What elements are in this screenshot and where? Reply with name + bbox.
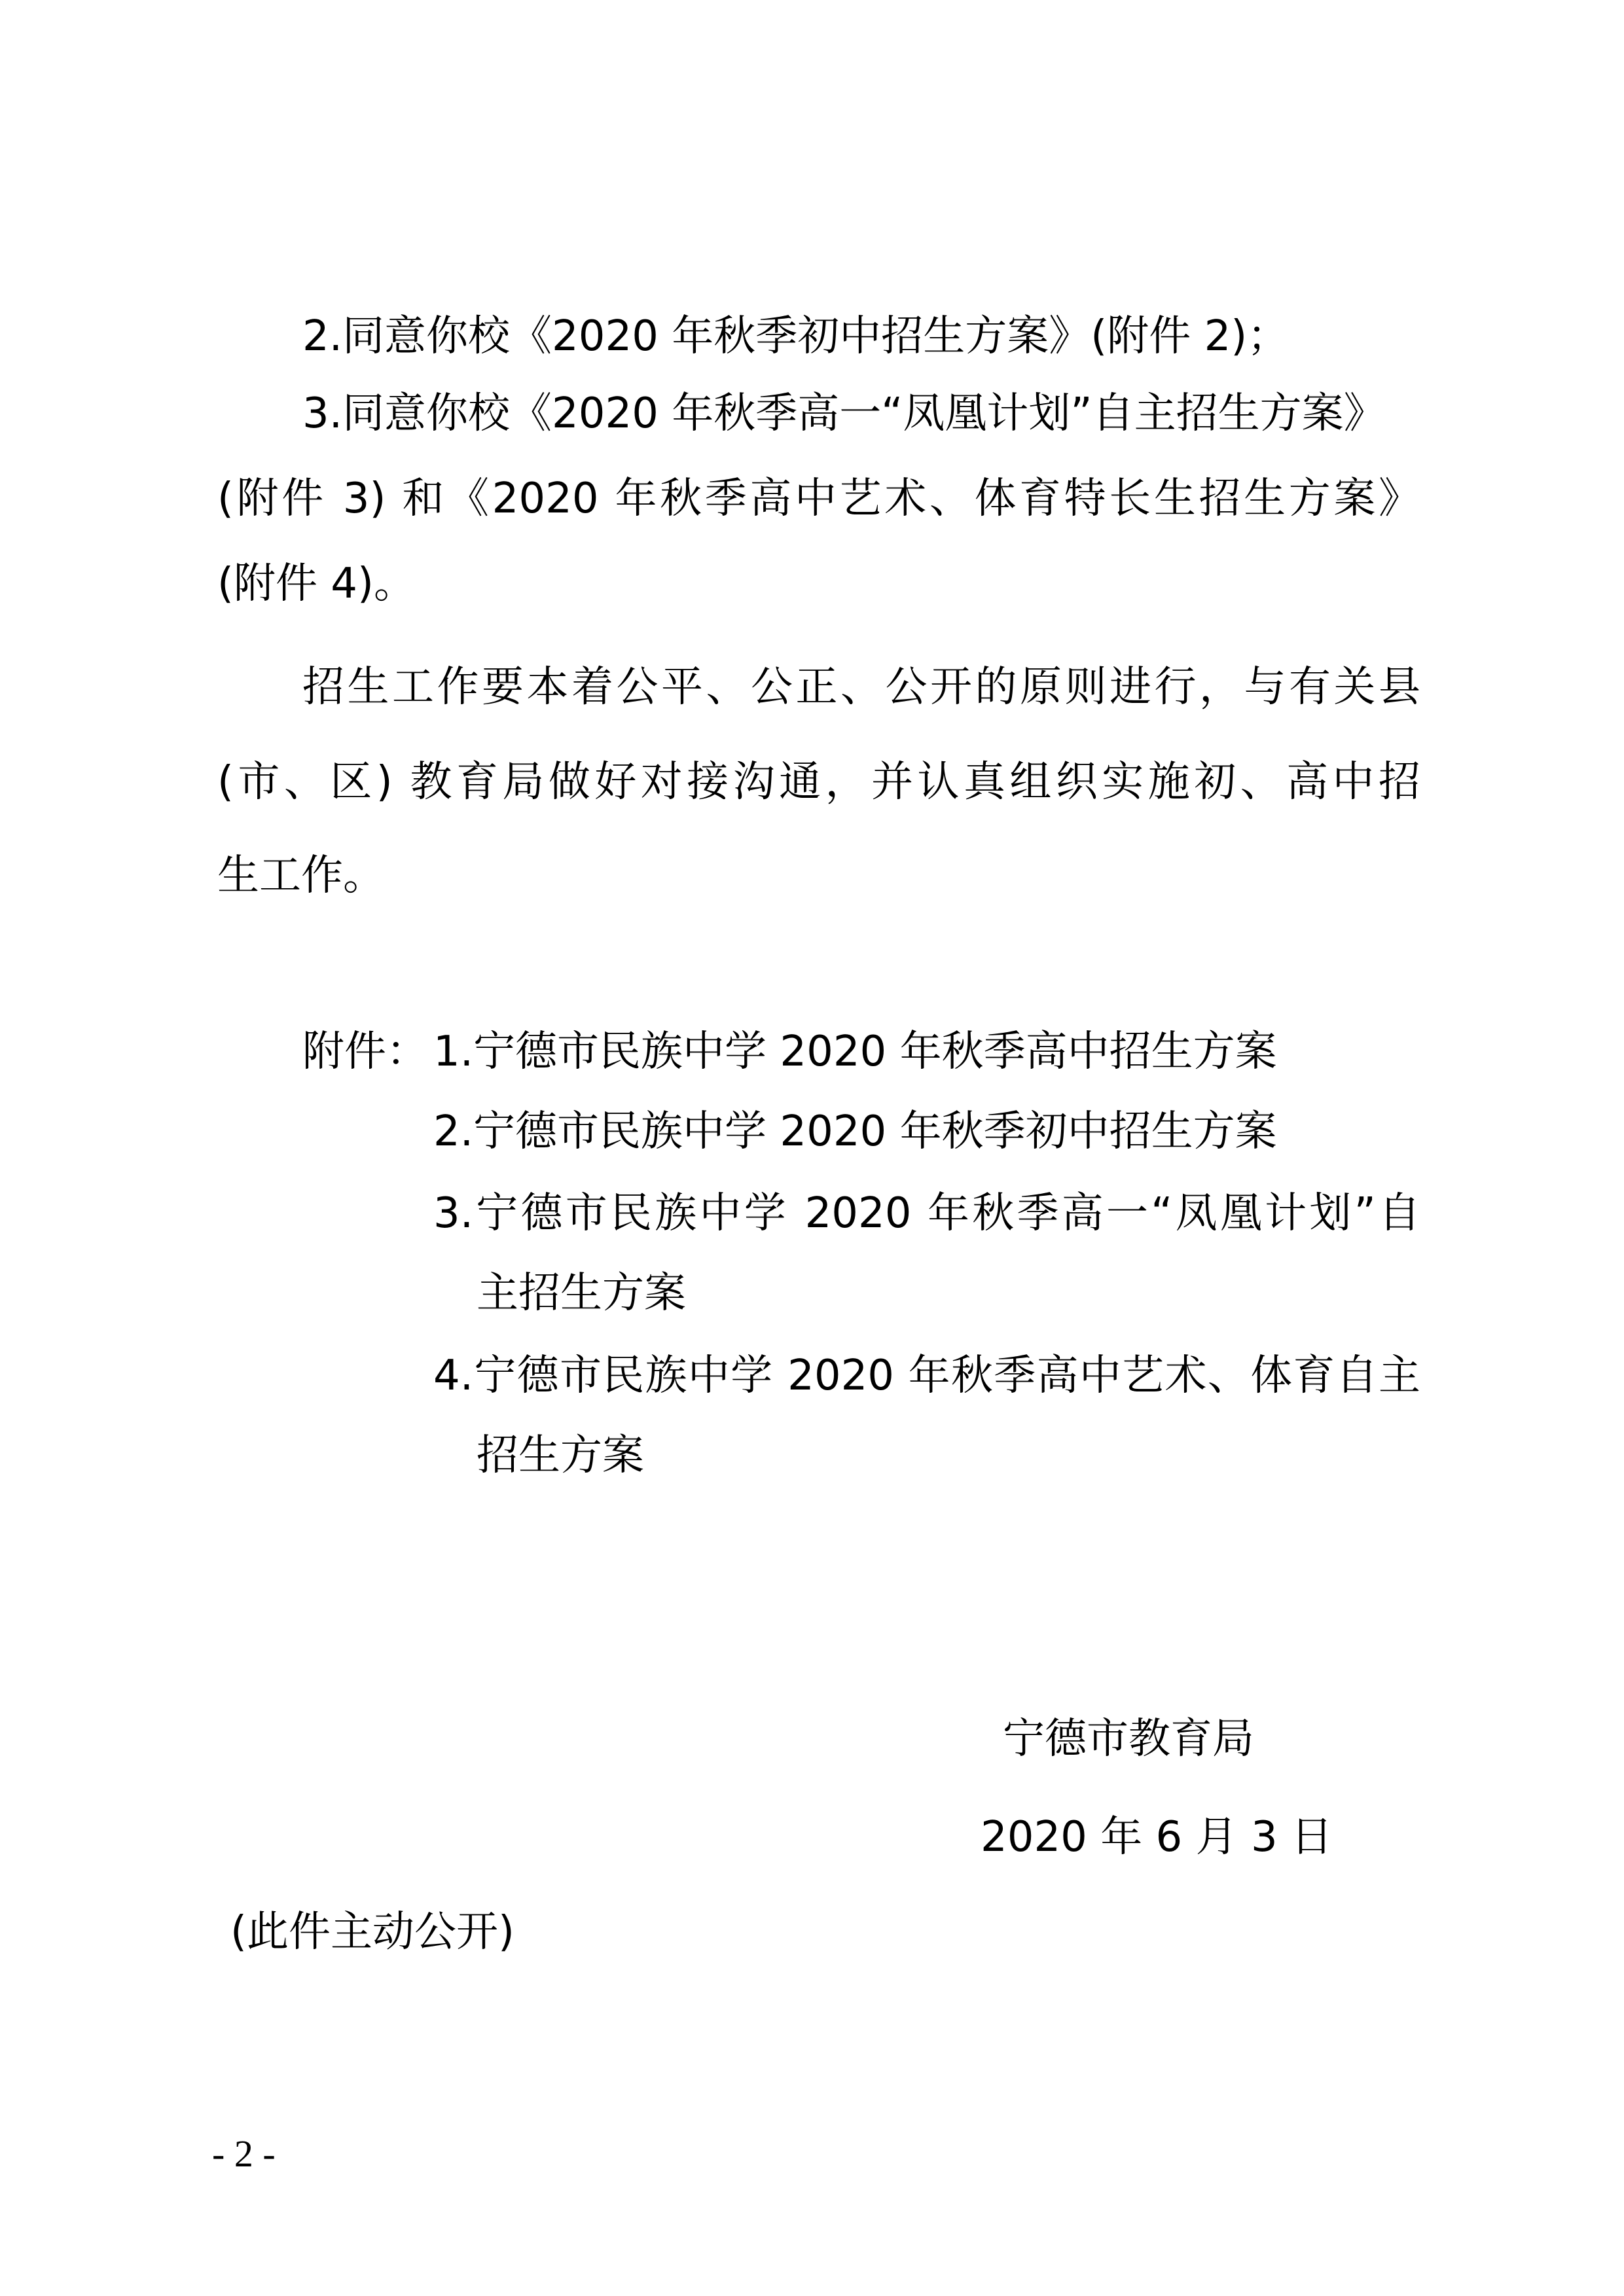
body-paragraph-line-2: (市、区) 教育局做好对接沟通，并认真组织实施初、高中招 [217,758,1420,806]
issuing-organization: 宁德市教育局 [1003,1715,1254,1763]
body-paragraph-line-3: 生工作。 [217,852,385,900]
attachment-item-3-line-2: 主招生方案 [477,1269,686,1318]
attachment-item-3-line-1: 3.宁德市民族中学 2020 年秋季高一“凤凰计划”自 [433,1189,1420,1238]
disclosure-note: (此件主动公开) [230,1908,514,1956]
attachment-item-4-line-1: 4.宁德市民族中学 2020 年秋季高中艺术、体育自主 [433,1352,1420,1400]
attachment-item-1: 1.宁德市民族中学 2020 年秋季高中招生方案 [433,1028,1277,1076]
body-item-3-line-3: (附件 4)。 [217,560,416,608]
page-number: - 2 - [212,2132,276,2175]
body-item-3-line-2: (附件 3) 和《2020 年秋季高中艺术、体育特长生招生方案》 [217,475,1420,523]
attachment-item-4-line-2: 招生方案 [477,1431,644,1480]
body-item-2: 2.同意你校《2020 年秋季初中招生方案》(附件 2)； [302,312,1290,361]
issue-date: 2020 年 6 月 3 日 [981,1813,1333,1861]
attachments-label: 附件： [302,1028,428,1076]
attachment-item-2: 2.宁德市民族中学 2020 年秋季初中招生方案 [433,1107,1277,1156]
body-paragraph-line-1: 招生工作要本着公平、公正、公开的原则进行，与有关县 [302,663,1420,711]
body-item-3-line-1: 3.同意你校《2020 年秋季高一“凤凰计划”自主招生方案》 [302,389,1386,438]
